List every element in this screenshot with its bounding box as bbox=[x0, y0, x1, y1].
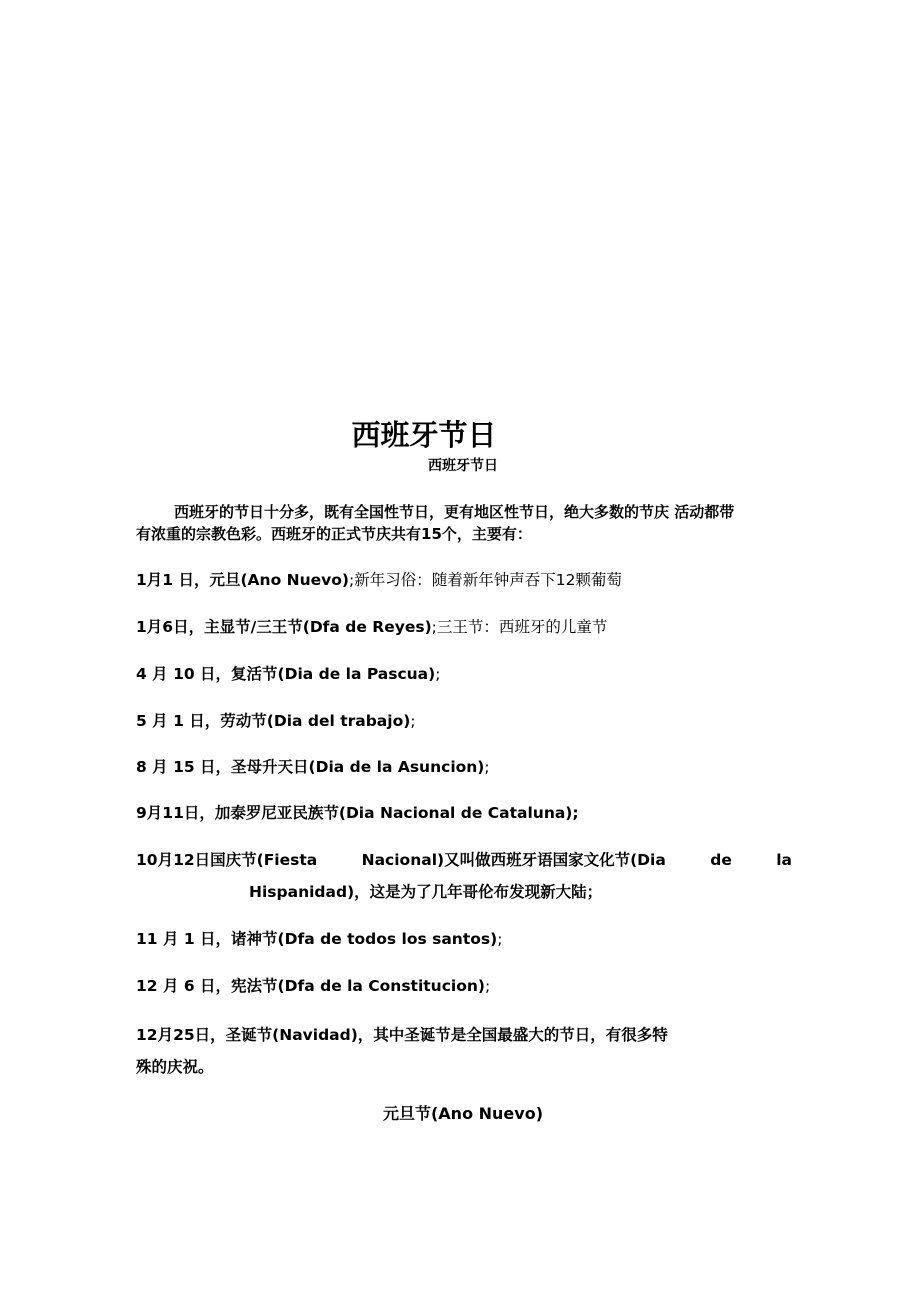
holiday-sep11 bbox=[136, 802, 579, 824]
holiday-oct12-part2: Nacional)又叫做西班牙语国家文化节(Dia bbox=[361, 851, 666, 869]
holiday-jan6-note: ;三王节：西班牙的儿童节 bbox=[431, 618, 608, 636]
holiday-dec25-line2: 殊的庆祝。 bbox=[136, 1058, 214, 1076]
holiday-dec6-note: ; bbox=[485, 977, 491, 995]
holiday-apr10-main: 4 月 10 日，复活节(Dia de la Pascua) bbox=[136, 665, 436, 683]
holiday-oct12-part4: la bbox=[776, 851, 792, 869]
document-subtitle: 西班牙节日 bbox=[428, 458, 498, 474]
holiday-dec25-line1: 12月25日，圣诞节(Navidad)，其中圣诞节是全国最盛大的节日，有很多特 bbox=[136, 1026, 668, 1044]
holiday-jan1 bbox=[136, 569, 622, 591]
holiday-aug15-note: ; bbox=[484, 758, 490, 776]
holiday-jan1-note: ;新年习俗：随着新年钟声吞下12颗葡萄 bbox=[348, 571, 622, 589]
holiday-oct12-line2: Hispanidad)，这是为了几年哥伦布发现新大陆； bbox=[249, 883, 603, 901]
holiday-dec6-main: 12 月 6 日，宪法节(Dfa de la Constitucion) bbox=[136, 977, 485, 995]
holiday-nov1-note: ; bbox=[497, 930, 503, 948]
holiday-oct12-part1: 10月12日国庆节(Fiesta bbox=[136, 851, 318, 869]
holiday-jan6-main: 1月6日，主显节/三王节(Dfa de Reyes) bbox=[136, 618, 432, 636]
holiday-oct12-part3: de bbox=[710, 851, 732, 869]
holiday-may1 bbox=[136, 710, 416, 732]
intro-line-2: 有浓重的宗教色彩。西班牙的正式节庆共有15个，主要有： bbox=[136, 525, 532, 543]
holiday-aug15-main: 8 月 15 日，圣母升天日(Dia de la Asuncion) bbox=[136, 758, 485, 776]
section-title: 元旦节(Ano Nuevo) bbox=[382, 1104, 544, 1123]
holiday-jan1-main: 1月1 日，元旦(Ano Nuevo) bbox=[136, 571, 349, 589]
holiday-oct12 bbox=[136, 849, 792, 871]
holiday-may1-main: 5 月 1 日，劳动节(Dia del trabajo) bbox=[136, 712, 411, 730]
holiday-nov1-main: 11 月 1 日，诸神节(Dfa de todos los santos) bbox=[136, 930, 498, 948]
holiday-sep11-main: 9月11日，加泰罗尼亚民族节(Dia Nacional de Cataluna); bbox=[136, 804, 579, 822]
intro-paragraph bbox=[136, 501, 792, 545]
holiday-dec6 bbox=[136, 975, 490, 997]
intro-line-1: 西班牙的节日十分多，既有全国性节日，更有地区性节日，绝大多数的节庆 活动都带 bbox=[174, 503, 735, 521]
document-title: 西班牙节日 bbox=[351, 418, 497, 452]
holiday-nov1 bbox=[136, 928, 502, 950]
holiday-aug15 bbox=[136, 756, 490, 778]
holiday-jan6 bbox=[136, 616, 607, 638]
holiday-may1-note: ; bbox=[410, 712, 416, 730]
holiday-apr10-note: ; bbox=[435, 665, 441, 683]
holiday-apr10 bbox=[136, 663, 440, 685]
